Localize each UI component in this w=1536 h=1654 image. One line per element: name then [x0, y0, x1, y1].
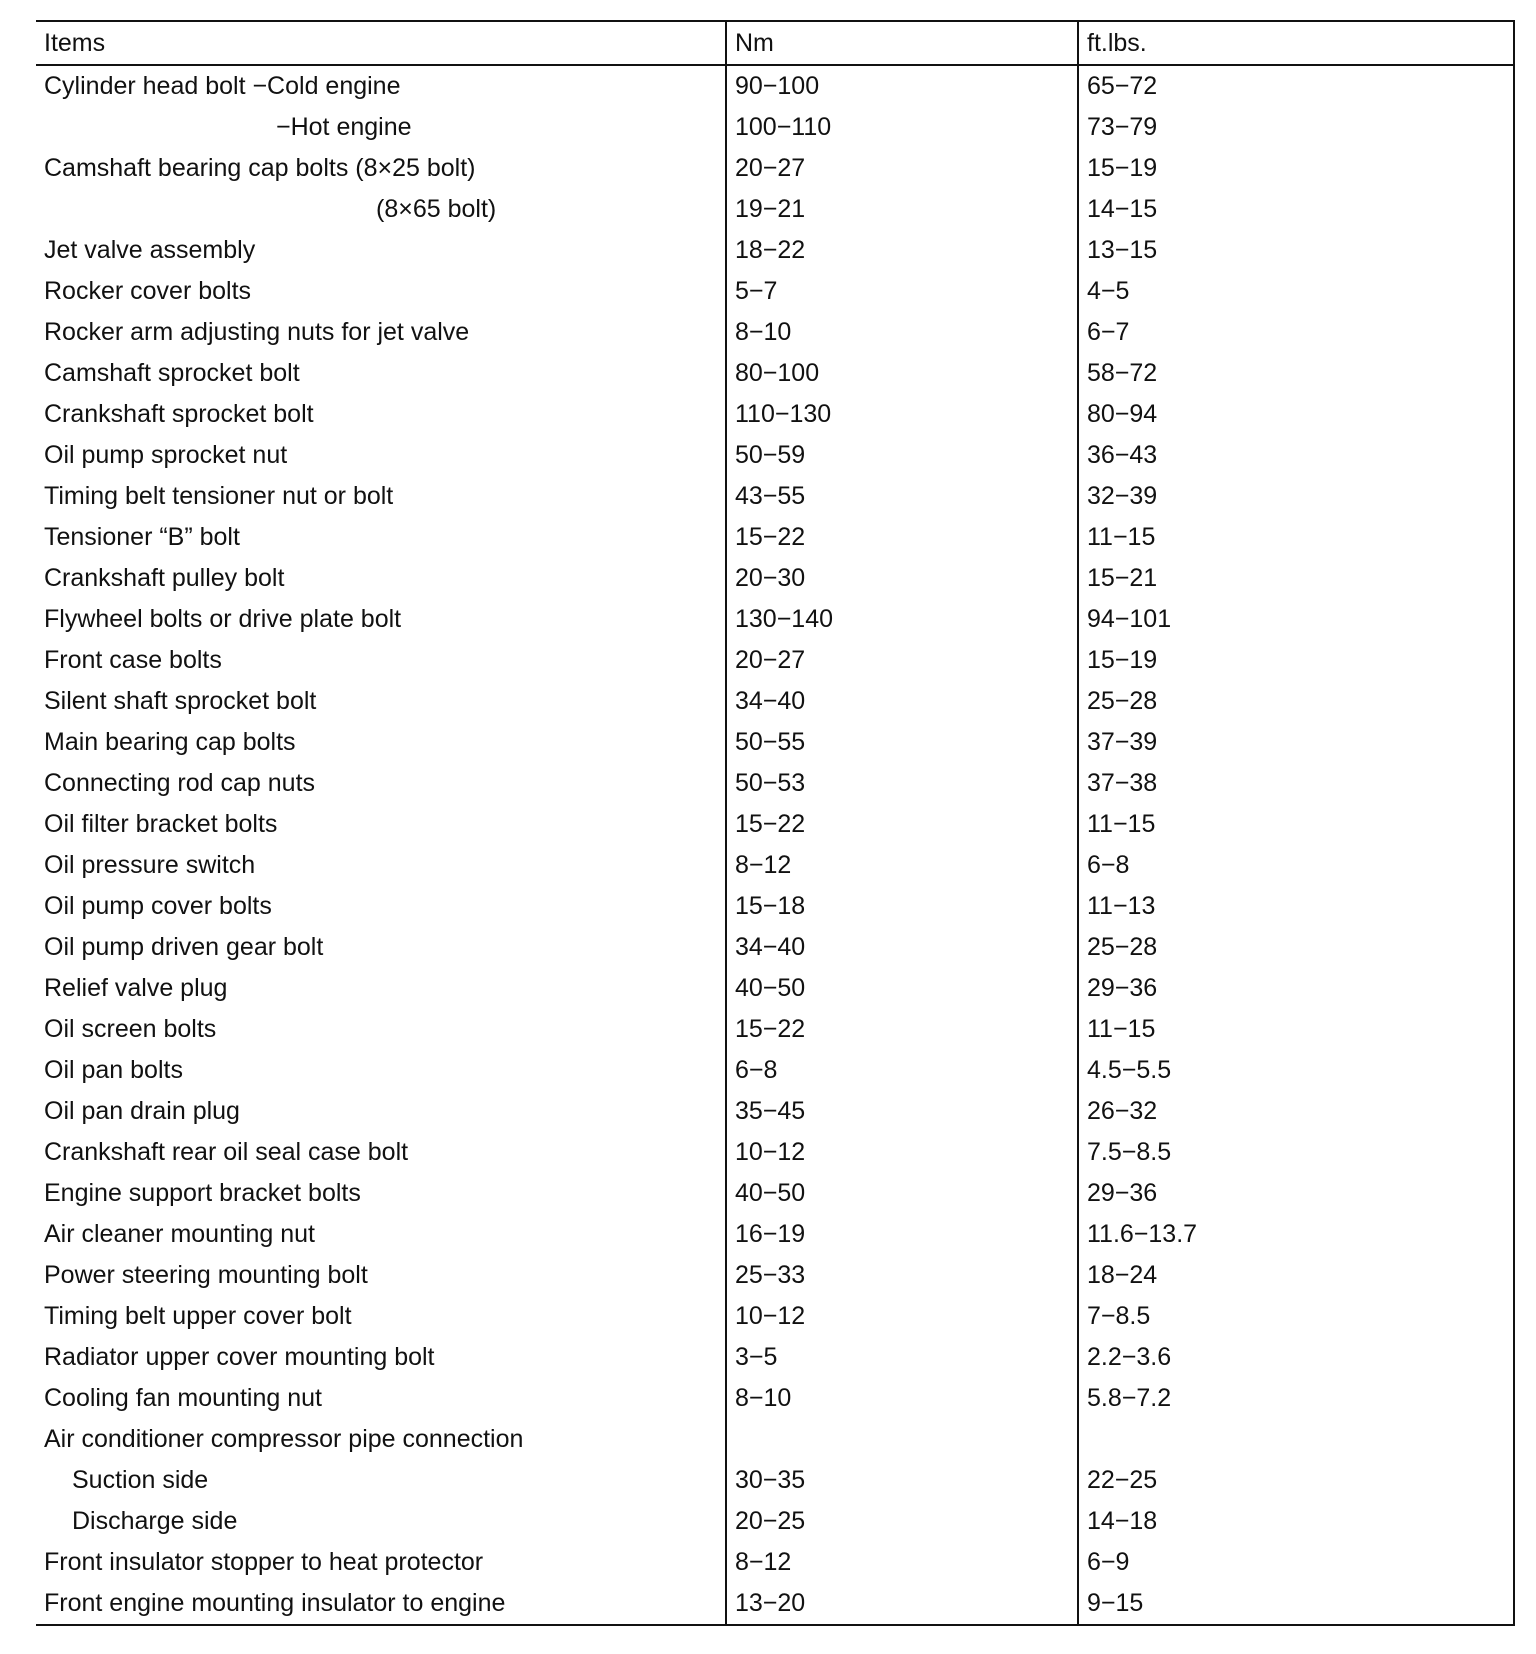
- table-row: [36, 1132, 1514, 1173]
- ftlbs-cell: 4.5−5.5: [1078, 1050, 1514, 1091]
- item-cell: Suction side: [72, 1466, 209, 1494]
- table-row: [36, 65, 1514, 107]
- ftlbs-cell: 26−32: [1078, 1091, 1514, 1132]
- table-row: [36, 1337, 1514, 1378]
- table-row: [36, 804, 1514, 845]
- nm-cell: 34−40: [726, 681, 1078, 722]
- nm-cell: 20−30: [726, 558, 1078, 599]
- item-cell: Cooling fan mounting nut: [44, 1384, 322, 1412]
- item-cell: Radiator upper cover mounting bolt: [44, 1343, 435, 1371]
- table-row: [36, 968, 1514, 1009]
- ftlbs-cell: 15−21: [1078, 558, 1514, 599]
- item-cell: Air conditioner compressor pipe connection: [44, 1425, 524, 1453]
- item-cell: Oil pan bolts: [44, 1056, 183, 1084]
- nm-cell: 43−55: [726, 476, 1078, 517]
- table-row: [36, 681, 1514, 722]
- nm-cell: [726, 1419, 1078, 1460]
- table-row: [36, 1583, 1514, 1625]
- table-row: [36, 1050, 1514, 1091]
- ftlbs-cell: 6−8: [1078, 845, 1514, 886]
- nm-cell: 8−12: [726, 845, 1078, 886]
- ftlbs-cell: 37−39: [1078, 722, 1514, 763]
- table-row: [36, 640, 1514, 681]
- ftlbs-cell: 22−25: [1078, 1460, 1514, 1501]
- item-cell: Oil pan drain plug: [44, 1097, 240, 1125]
- table-body: [36, 65, 1514, 1625]
- ftlbs-cell: 36−43: [1078, 435, 1514, 476]
- nm-cell: 40−50: [726, 968, 1078, 1009]
- ftlbs-cell: 29−36: [1078, 1173, 1514, 1214]
- nm-cell: 50−53: [726, 763, 1078, 804]
- ftlbs-cell: 14−15: [1078, 189, 1514, 230]
- nm-cell: 20−27: [726, 148, 1078, 189]
- nm-cell: 10−12: [726, 1132, 1078, 1173]
- nm-cell: 3−5: [726, 1337, 1078, 1378]
- table-row: [36, 927, 1514, 968]
- item-cell: Front case bolts: [44, 646, 222, 674]
- item-cell: Crankshaft sprocket bolt: [44, 400, 314, 428]
- ftlbs-cell: 65−72: [1078, 65, 1514, 107]
- nm-cell: 90−100: [726, 65, 1078, 107]
- table-row: [36, 476, 1514, 517]
- item-cell: Flywheel bolts or drive plate bolt: [44, 605, 402, 633]
- ftlbs-cell: 11−15: [1078, 517, 1514, 558]
- table-row: [36, 189, 1514, 230]
- item-cell: Front insulator stopper to heat protector: [44, 1548, 484, 1576]
- ftlbs-cell: 7−8.5: [1078, 1296, 1514, 1337]
- ftlbs-cell: 4−5: [1078, 271, 1514, 312]
- ftlbs-cell: 6−9: [1078, 1542, 1514, 1583]
- table-row: [36, 1419, 1514, 1460]
- ftlbs-cell: 37−38: [1078, 763, 1514, 804]
- item-cell: Timing belt upper cover bolt: [44, 1302, 352, 1330]
- nm-cell: 30−35: [726, 1460, 1078, 1501]
- table-row: [36, 886, 1514, 927]
- nm-cell: 13−20: [726, 1583, 1078, 1625]
- item-cell: Oil pump sprocket nut: [44, 441, 288, 469]
- ftlbs-cell: 2.2−3.6: [1078, 1337, 1514, 1378]
- item-cell: Crankshaft rear oil seal case bolt: [44, 1138, 409, 1166]
- item-cell: Engine support bracket bolts: [44, 1179, 361, 1207]
- nm-cell: 8−10: [726, 312, 1078, 353]
- nm-cell: 20−25: [726, 1501, 1078, 1542]
- table-row: [36, 107, 1514, 148]
- table-row: [36, 271, 1514, 312]
- nm-cell: 18−22: [726, 230, 1078, 271]
- table-row: [36, 148, 1514, 189]
- nm-cell: 40−50: [726, 1173, 1078, 1214]
- item-cell: Tensioner “B” bolt: [44, 523, 240, 551]
- table-row: [36, 1460, 1514, 1501]
- ftlbs-cell: 15−19: [1078, 640, 1514, 681]
- item-cell: Main bearing cap bolts: [44, 728, 296, 756]
- nm-cell: 80−100: [726, 353, 1078, 394]
- item-cell: Silent shaft sprocket bolt: [44, 687, 317, 715]
- table-row: [36, 1009, 1514, 1050]
- nm-cell: 19−21: [726, 189, 1078, 230]
- table-row: [36, 1542, 1514, 1583]
- nm-cell: 50−55: [726, 722, 1078, 763]
- ftlbs-cell: 6−7: [1078, 312, 1514, 353]
- ftlbs-cell: 73−79: [1078, 107, 1514, 148]
- nm-cell: 5−7: [726, 271, 1078, 312]
- item-cell: −Hot engine: [276, 113, 412, 141]
- ftlbs-cell: 11−15: [1078, 804, 1514, 845]
- table-row: [36, 1091, 1514, 1132]
- nm-cell: 110−130: [726, 394, 1078, 435]
- ftlbs-cell: 11.6−13.7: [1078, 1214, 1514, 1255]
- nm-cell: 34−40: [726, 927, 1078, 968]
- item-cell: Oil filter bracket bolts: [44, 810, 278, 838]
- item-cell: Jet valve assembly: [44, 236, 256, 264]
- nm-cell: 20−27: [726, 640, 1078, 681]
- ftlbs-cell: 80−94: [1078, 394, 1514, 435]
- table-row: [36, 558, 1514, 599]
- table-row: [36, 353, 1514, 394]
- table-row: [36, 1296, 1514, 1337]
- nm-cell: 100−110: [726, 107, 1078, 148]
- table-row: [36, 435, 1514, 476]
- item-cell: Oil pump cover bolts: [44, 892, 272, 920]
- item-cell: Oil pressure switch: [44, 851, 256, 879]
- ftlbs-cell: 29−36: [1078, 968, 1514, 1009]
- item-cell: Crankshaft pulley bolt: [44, 564, 285, 592]
- table-row: [36, 1173, 1514, 1214]
- ftlbs-cell: [1078, 1419, 1514, 1460]
- nm-cell: 15−22: [726, 804, 1078, 845]
- item-cell: Rocker arm adjusting nuts for jet valve: [44, 318, 470, 346]
- nm-cell: 16−19: [726, 1214, 1078, 1255]
- item-cell: Discharge side: [72, 1507, 238, 1535]
- ftlbs-cell: 14−18: [1078, 1501, 1514, 1542]
- ftlbs-cell: 7.5−8.5: [1078, 1132, 1514, 1173]
- nm-cell: 50−59: [726, 435, 1078, 476]
- table-row: [36, 1501, 1514, 1542]
- nm-cell: 35−45: [726, 1091, 1078, 1132]
- item-cell: Camshaft bearing cap bolts (8×25 bolt): [44, 154, 476, 182]
- table-row: [36, 517, 1514, 558]
- item-cell: Oil screen bolts: [44, 1015, 217, 1043]
- item-cell: Front engine mounting insulator to engine: [44, 1589, 506, 1617]
- table-row: [36, 763, 1514, 804]
- item-cell: Oil pump driven gear bolt: [44, 933, 324, 961]
- ftlbs-cell: 15−19: [1078, 148, 1514, 189]
- nm-cell: 6−8: [726, 1050, 1078, 1091]
- ftlbs-cell: 11−13: [1078, 886, 1514, 927]
- nm-cell: 10−12: [726, 1296, 1078, 1337]
- table-row: [36, 722, 1514, 763]
- ftlbs-cell: 25−28: [1078, 927, 1514, 968]
- nm-cell: 15−22: [726, 517, 1078, 558]
- item-cell: Connecting rod cap nuts: [44, 769, 316, 797]
- table-row: [36, 1214, 1514, 1255]
- nm-cell: 8−12: [726, 1542, 1078, 1583]
- item-cell: Air cleaner mounting nut: [44, 1220, 315, 1248]
- table-row: [36, 599, 1514, 640]
- header-ftlbs: ft.lbs.: [1078, 21, 1514, 65]
- ftlbs-cell: 94−101: [1078, 599, 1514, 640]
- table-row: [36, 230, 1514, 271]
- torque-spec-table: [36, 20, 1515, 1626]
- nm-cell: 8−10: [726, 1378, 1078, 1419]
- ftlbs-cell: 5.8−7.2: [1078, 1378, 1514, 1419]
- table-row: [36, 1378, 1514, 1419]
- table-row: [36, 394, 1514, 435]
- table-row: [36, 845, 1514, 886]
- ftlbs-cell: 18−24: [1078, 1255, 1514, 1296]
- ftlbs-cell: 13−15: [1078, 230, 1514, 271]
- item-cell: Power steering mounting bolt: [44, 1261, 368, 1289]
- nm-cell: 15−18: [726, 886, 1078, 927]
- header-nm: Nm: [726, 21, 1078, 65]
- table-row: [36, 1255, 1514, 1296]
- item-cell: Rocker cover bolts: [44, 277, 252, 305]
- ftlbs-cell: 58−72: [1078, 353, 1514, 394]
- ftlbs-cell: 9−15: [1078, 1583, 1514, 1625]
- ftlbs-cell: 11−15: [1078, 1009, 1514, 1050]
- header-items: Items: [44, 28, 106, 57]
- table-row: [36, 312, 1514, 353]
- ftlbs-cell: 32−39: [1078, 476, 1514, 517]
- item-cell: (8×65 bolt): [376, 195, 497, 223]
- nm-cell: 130−140: [726, 599, 1078, 640]
- item-cell: Cylinder head bolt −Cold engine: [44, 72, 401, 100]
- nm-cell: 15−22: [726, 1009, 1078, 1050]
- item-cell: Timing belt tensioner nut or bolt: [44, 482, 394, 510]
- ftlbs-cell: 25−28: [1078, 681, 1514, 722]
- header-row: [36, 21, 1514, 65]
- item-cell: Camshaft sprocket bolt: [44, 359, 300, 387]
- item-cell: Relief valve plug: [44, 974, 228, 1002]
- nm-cell: 25−33: [726, 1255, 1078, 1296]
